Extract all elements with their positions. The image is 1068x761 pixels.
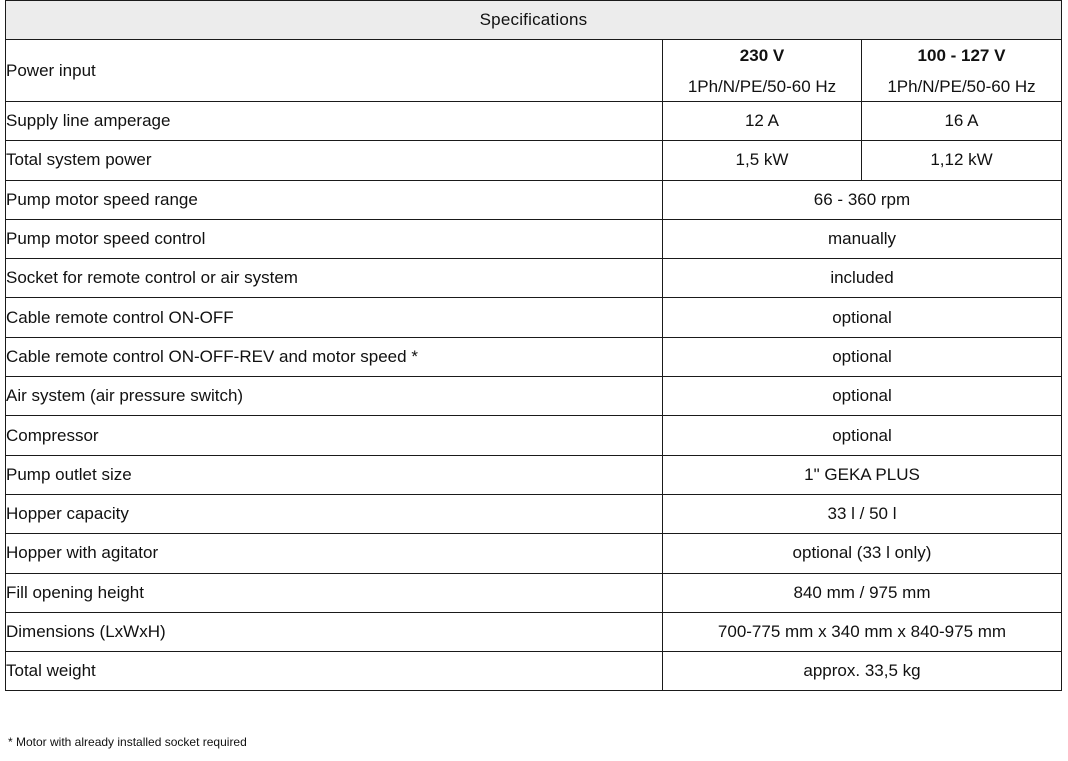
- voltage-label: 100 - 127 V: [917, 46, 1006, 65]
- table-row: [6, 298, 1062, 337]
- footnote: * Motor with already installed socket required: [8, 735, 247, 749]
- row-label: Socket for remote control or air system: [6, 259, 663, 298]
- table-row: [6, 141, 1062, 180]
- table-row: [6, 180, 1062, 219]
- row-value: optional (33 l only): [663, 534, 1062, 573]
- row-value: optional: [663, 337, 1062, 376]
- table-row: [6, 416, 1062, 455]
- row-label: Cable remote control ON-OFF-REV and motor speed *: [6, 337, 663, 376]
- row-label: Supply line amperage: [6, 102, 663, 141]
- row-value: included: [663, 259, 1062, 298]
- row-value: optional: [663, 416, 1062, 455]
- table-row: [6, 573, 1062, 612]
- table-row: [6, 455, 1062, 494]
- row-value: optional: [663, 298, 1062, 337]
- table-row: [6, 534, 1062, 573]
- row-label: Pump outlet size: [6, 455, 663, 494]
- row-value: 66 - 360 rpm: [663, 180, 1062, 219]
- specifications-table: [5, 0, 1062, 691]
- phase-label: 1Ph/N/PE/50-60 Hz: [687, 77, 837, 96]
- table-row: [6, 494, 1062, 533]
- phase-label: 1Ph/N/PE/50-60 Hz: [887, 77, 1036, 96]
- row-label: Compressor: [6, 416, 663, 455]
- table-row: [6, 652, 1062, 691]
- row-label: Air system (air pressure switch): [6, 377, 663, 416]
- row-value-100-127: 16 A: [862, 102, 1062, 141]
- voltage-cell-230: [663, 40, 862, 102]
- row-value: approx. 33,5 kg: [663, 652, 1062, 691]
- row-label: Total system power: [6, 141, 663, 180]
- row-label: Dimensions (LxWxH): [6, 612, 663, 651]
- row-label: Fill opening height: [6, 573, 663, 612]
- row-label: Power input: [6, 40, 663, 102]
- row-value: 700-775 mm x 340 mm x 840-975 mm: [663, 612, 1062, 651]
- row-value-230: 12 A: [663, 102, 862, 141]
- table-row: [6, 259, 1062, 298]
- row-value-230: 1,5 kW: [663, 141, 862, 180]
- row-label: Pump motor speed control: [6, 219, 663, 258]
- row-label: Total weight: [6, 652, 663, 691]
- row-value: optional: [663, 377, 1062, 416]
- table-row: [6, 377, 1062, 416]
- table-row: [6, 102, 1062, 141]
- voltage-label: 230 V: [739, 46, 785, 65]
- row-value-100-127: 1,12 kW: [862, 141, 1062, 180]
- row-label: Hopper capacity: [6, 494, 663, 533]
- row-value: 840 mm / 975 mm: [663, 573, 1062, 612]
- table-title: Specifications: [6, 1, 1062, 40]
- row-value: 33 l / 50 l: [663, 494, 1062, 533]
- row-value: 1" GEKA PLUS: [663, 455, 1062, 494]
- table-row: [6, 219, 1062, 258]
- table-row: [6, 612, 1062, 651]
- row-label: Hopper with agitator: [6, 534, 663, 573]
- row-label: Pump motor speed range: [6, 180, 663, 219]
- table-row-power-input: [6, 40, 1062, 102]
- voltage-cell-100-127: [862, 40, 1062, 102]
- table-row: [6, 337, 1062, 376]
- row-value: manually: [663, 219, 1062, 258]
- row-label: Cable remote control ON-OFF: [6, 298, 663, 337]
